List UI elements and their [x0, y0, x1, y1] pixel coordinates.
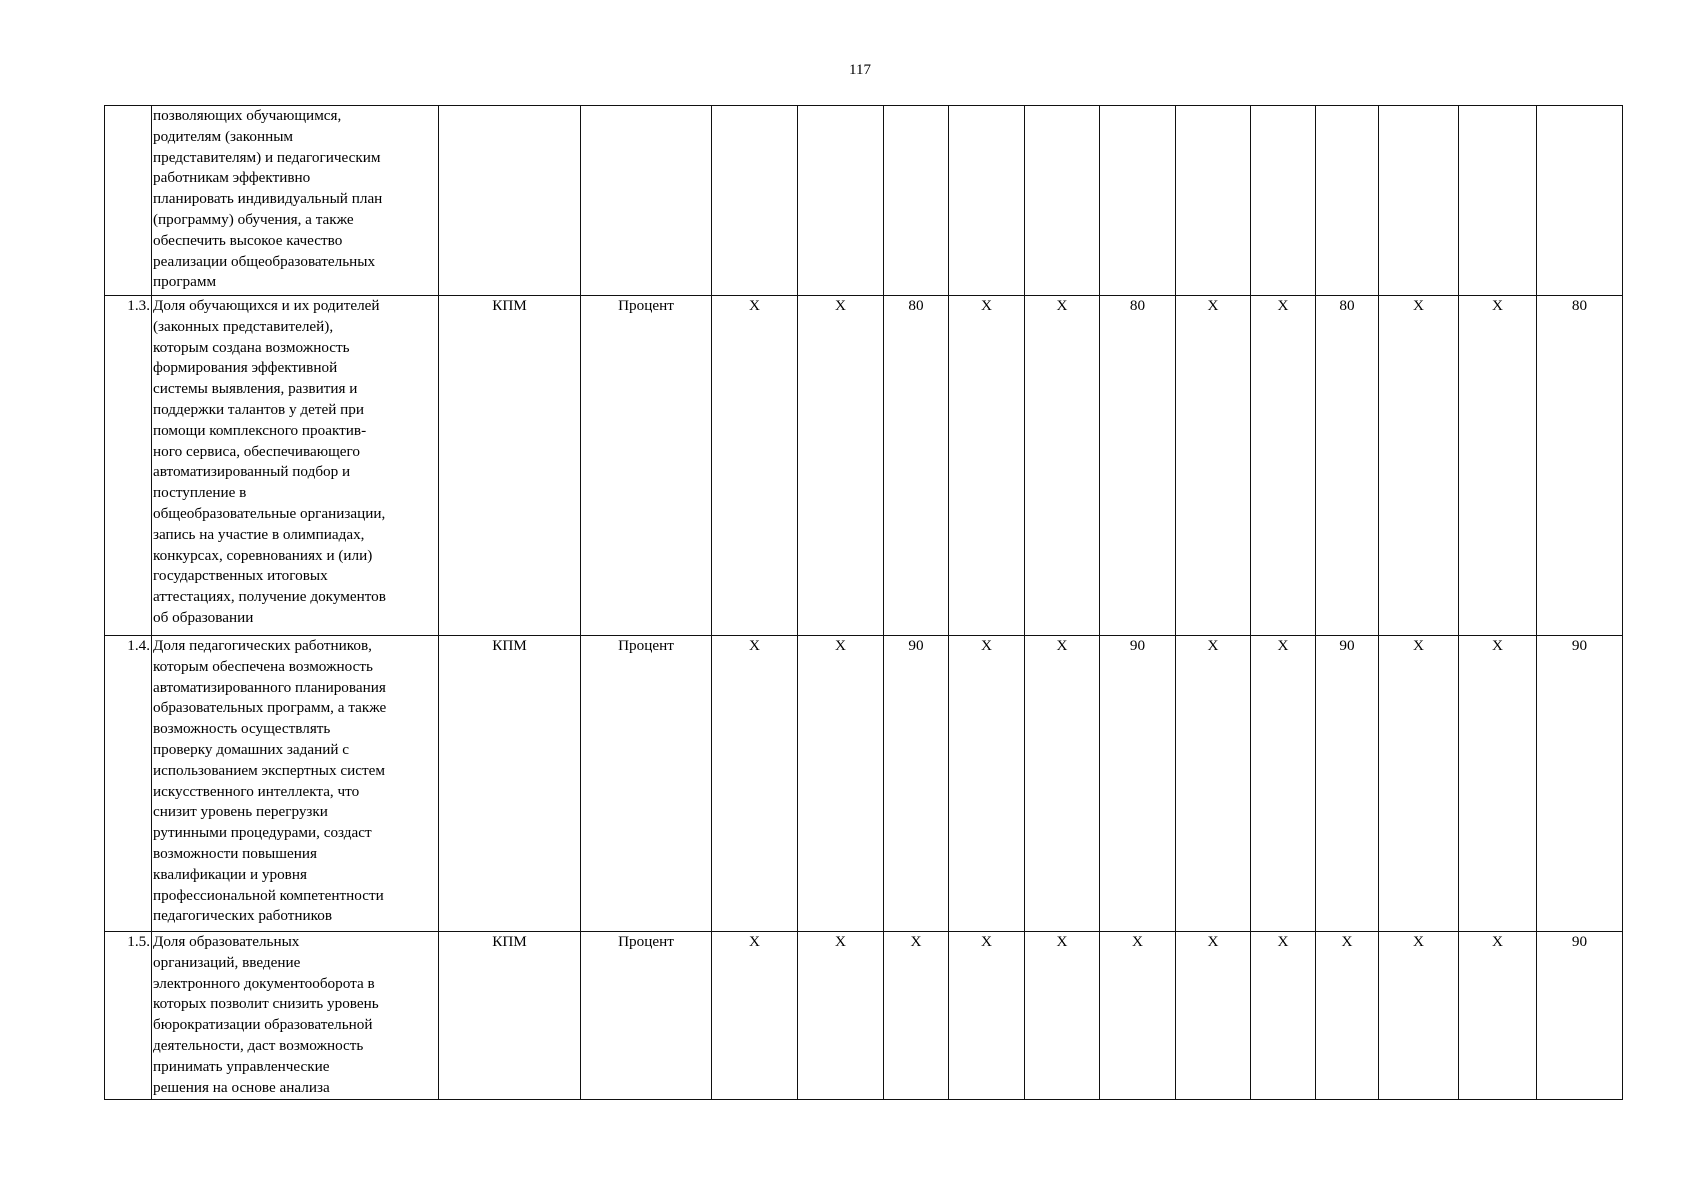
description-line: деятельности, даст возможность [153, 1036, 364, 1054]
indicator-source: КПМ [439, 932, 581, 1100]
indicator-source: КПМ [439, 296, 581, 636]
row-number [105, 106, 152, 296]
table-row [105, 932, 1623, 1100]
value-cell [1025, 106, 1100, 296]
value-cell: 90 [1537, 636, 1623, 932]
description-line: которым создана возможность [153, 338, 350, 356]
value-cell: X [949, 636, 1025, 932]
value-cell: X [1100, 932, 1176, 1100]
value-cell: X [798, 296, 884, 636]
description-line: планировать индивидуальный план [153, 190, 383, 208]
unit-of-measure: Процент [581, 636, 712, 932]
value-cell: 80 [1537, 296, 1623, 636]
indicator-source: КПМ [439, 636, 581, 932]
row-number: 1.3. [105, 296, 152, 636]
value-cell [884, 106, 949, 296]
indicator-description [152, 932, 439, 1100]
page-number: 117 [849, 62, 871, 78]
value-cell [1459, 106, 1537, 296]
value-cell: X [712, 932, 798, 1100]
description-line: возможность осуществлять [153, 720, 331, 738]
value-cell: 90 [884, 636, 949, 932]
value-cell: X [1316, 932, 1379, 1100]
indicator-source [439, 106, 581, 296]
value-cell: X [1025, 932, 1100, 1100]
value-cell: X [949, 932, 1025, 1100]
description-line: об образовании [153, 608, 254, 626]
value-cell: 90 [1537, 932, 1623, 1100]
value-cell: X [1176, 932, 1251, 1100]
description-line: поступление в [153, 484, 247, 502]
description-line: квалификации и уровня [153, 865, 307, 883]
value-cell [1251, 106, 1316, 296]
description-line: государственных итоговых [153, 567, 328, 585]
value-cell: X [949, 296, 1025, 636]
value-cell: X [1251, 932, 1316, 1100]
value-cell: X [1379, 636, 1459, 932]
description-line: педагогических работников [153, 907, 333, 925]
description-line: обеспечить высокое качество [153, 231, 343, 249]
description-line: конкурсах, соревнованиях и (или) [153, 546, 373, 564]
value-cell: X [1251, 636, 1316, 932]
unit-of-measure: Процент [581, 932, 712, 1100]
row-number: 1.4. [105, 636, 152, 932]
description-line: общеобразовательные организации, [153, 504, 386, 522]
value-cell: X [884, 932, 949, 1100]
indicators-table [104, 105, 1623, 1100]
value-cell: 90 [1316, 636, 1379, 932]
description-line: принимать управленческие [153, 1057, 330, 1075]
value-cell: X [1379, 932, 1459, 1100]
description-line: Доля обучающихся и их родителей [153, 297, 380, 314]
description-line: образовательных программ, а также [153, 699, 387, 717]
value-cell: X [712, 296, 798, 636]
value-cell: X [1176, 636, 1251, 932]
value-cell: X [1459, 296, 1537, 636]
value-cell [1316, 106, 1379, 296]
description-line: (программу) обучения, а также [153, 210, 354, 228]
unit-of-measure [581, 106, 712, 296]
indicator-description [152, 106, 439, 296]
value-cell: 80 [1100, 296, 1176, 636]
value-cell: X [1379, 296, 1459, 636]
value-cell: X [1025, 636, 1100, 932]
value-cell: 80 [884, 296, 949, 636]
indicator-description [152, 636, 439, 932]
description-line: бюрократизации образовательной [153, 1016, 373, 1034]
description-line: реализации общеобразовательных [153, 252, 376, 270]
value-cell: 90 [1100, 636, 1176, 932]
value-cell: X [1176, 296, 1251, 636]
value-cell [1176, 106, 1251, 296]
description-line: рутинными процедурами, создаст [153, 824, 372, 842]
row-number: 1.5. [105, 932, 152, 1100]
description-line: автоматизированного планирования [153, 678, 386, 696]
description-line: родителям (законным [153, 127, 294, 145]
description-line: запись на участие в олимпиадах, [153, 525, 365, 543]
description-line: представителям) и педагогическим [153, 148, 381, 166]
table-body [105, 106, 1623, 1100]
value-cell: X [712, 636, 798, 932]
description-line: позволяющих обучающимся, [153, 107, 342, 124]
description-line: помощи комплексного проактив- [153, 421, 367, 439]
description-line: возможности повышения [153, 844, 317, 862]
value-cell: X [1025, 296, 1100, 636]
description-line: Доля педагогических работников, [153, 637, 372, 654]
description-line: автоматизированный подбор и [153, 463, 351, 481]
description-line: Доля образовательных [153, 933, 300, 950]
description-line: решения на основе анализа [153, 1078, 330, 1096]
value-cell [949, 106, 1025, 296]
value-cell: X [1459, 932, 1537, 1100]
value-cell: X [798, 636, 884, 932]
unit-of-measure: Процент [581, 296, 712, 636]
value-cell: X [1459, 636, 1537, 932]
description-line: (законных представителей), [153, 317, 334, 335]
description-line: поддержки талантов у детей при [153, 400, 365, 418]
description-line: аттестациях, получение документов [153, 588, 386, 606]
description-line: организаций, введение [153, 953, 301, 971]
description-line: использованием экспертных систем [153, 761, 385, 779]
table-row [105, 296, 1623, 636]
value-cell: X [1251, 296, 1316, 636]
description-line: проверку домашних заданий с [153, 740, 350, 758]
table-row [105, 106, 1623, 296]
value-cell [712, 106, 798, 296]
value-cell [1379, 106, 1459, 296]
description-line: профессиональной компетентности [153, 886, 384, 904]
description-line: ного сервиса, обеспечивающего [153, 442, 360, 460]
value-cell: 80 [1316, 296, 1379, 636]
indicator-description [152, 296, 439, 636]
description-line: электронного документооборота в [153, 974, 375, 992]
description-line: которым обеспечена возможность [153, 657, 373, 675]
description-line: искусственного интеллекта, что [153, 782, 360, 800]
value-cell [798, 106, 884, 296]
description-line: программ [153, 273, 217, 291]
value-cell: X [798, 932, 884, 1100]
value-cell [1537, 106, 1623, 296]
description-line: работникам эффективно [153, 169, 311, 187]
table-row [105, 636, 1623, 932]
description-line: системы выявления, развития и [153, 380, 358, 398]
value-cell [1100, 106, 1176, 296]
description-line: снизит уровень перегрузки [153, 803, 328, 821]
description-line: формирования эффективной [153, 359, 338, 377]
description-line: которых позволит снизить уровень [153, 995, 379, 1013]
